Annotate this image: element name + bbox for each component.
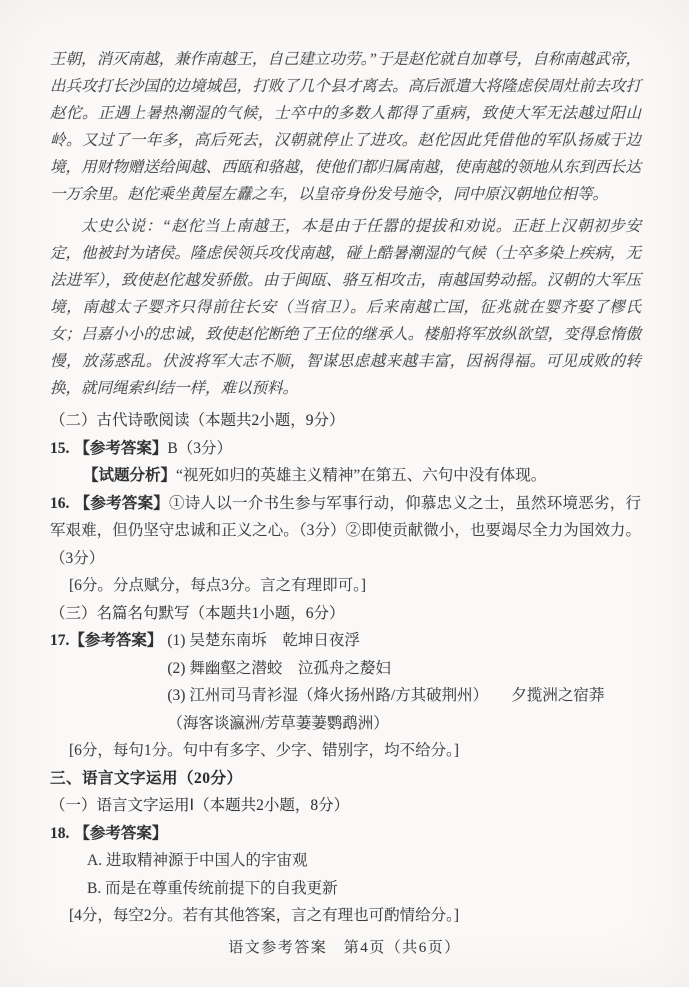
section-heading-dictation: （三）名篇名句默写（本题共1小题，6分） <box>50 604 345 622</box>
q18-number: 18. <box>50 824 70 842</box>
q15-analysis-text: “视死如归的英雄主义精神”在第五、六句中没有体现。 <box>176 467 547 484</box>
q17-label <box>50 627 162 655</box>
q15-analysis-label: 【试题分析】 <box>83 467 177 484</box>
translation-paragraph-1: 王朝，消灭南越，兼作南越王，自己建立功劳。”于是赵佗就自加尊号，自称南越武帝，出兵攻打长沙国的边境城邑，打败了几个县才离去。高后派遣大将隆虑侯周灶前去攻打赵佗。正遇上暑热潮湿的气候，士卒中的多数人都得了重病，致使大军无法越过阳山岭。又过了一年多，高后死去，汉朝就停止了进攻。赵佗因此凭借他的军队扬威于边境，用财物赠送给闽越、西瓯和骆越，使他们都归属南越，使南越的领地从东到西长达一万余里。赵佗乘坐黄屋左纛之车，以皇帝身份发号施令，同中原汉朝地位相等。 <box>50 51 641 203</box>
answer-16 <box>50 490 641 573</box>
q18-answer-label: 【参考答案】 <box>74 824 168 842</box>
section-heading-language-use-1: （一）语言文字运用Ⅰ（本题共2小题，8分） <box>50 797 350 814</box>
section-heading-ancient-poetry: （二）古代诗歌阅读（本题共2小题，9分） <box>50 412 345 429</box>
answer-17 <box>50 627 641 737</box>
translation-paragraph-2: 太史公说：“赵佗当上南越王，本是由于任嚣的提拔和劝说。正赶上汉朝初步安定，他被封为诸侯。隆虑侯领兵攻伐南越，碰上酷暑潮湿的气候（士卒多染上疾病，无法进军），致使赵佗越发骄傲。由于闽瓯、骆互相攻击，南越国势动摇。汉朝的大军压境，南越太子婴齐只得前往长安（当宿卫）。后来南越亡国，征兆就在婴齐娶了樛氏女；吕嘉小小的忠诚，致使赵佗断绝了王位的继承人。楼船将军放纵欲望，变得怠惰傲慢，放荡惑乱。伏波将军大志不顺，智谋思虑越来越丰富，因祸得福。可见成败的转换，就同绳索纠结一样，难以预料。 <box>50 218 641 397</box>
q18-line-b: B. 而是在尊重传统前提下的自我更新 <box>87 879 338 897</box>
page-content <box>50 46 641 930</box>
q17-line-4: （海客谈瀛洲/芳草萋萋鹦鹉洲） <box>167 714 389 732</box>
q17-line-1: (1) 吴楚东南坼 乾坤日夜浮 <box>167 632 360 649</box>
q15-answer-label: 【参考答案】 <box>74 439 168 457</box>
answer-15-analysis <box>83 462 641 490</box>
q17-number: 17. <box>50 632 70 649</box>
answer-16-scoring-note: [6分。分点赋分，每点3分。言之有理即可。] <box>69 577 367 594</box>
answer-18-scoring-note: [4分，每空2分。若有其他答案，言之有理也可酌情给分。] <box>69 907 460 924</box>
answer-17-scoring-note: [6分，每句1分。句中有多字、少字、错别字，均不给分。] <box>69 742 460 759</box>
q15-number: 15. <box>50 439 70 457</box>
q17-line-3: (3) 江州司马青衫湿（烽火扬州路/方其破荆州） 夕揽洲之宿莽 <box>167 687 605 704</box>
part-heading-language-use: 三、语言文字运用（20分） <box>50 769 243 787</box>
page-footer: 语文参考答案 第4页（共6页） <box>228 940 461 956</box>
q17-line-2: (2) 舞幽壑之潜蛟 泣孤舟之嫠妇 <box>167 659 391 677</box>
q16-answer-text: ①诗人以一介书生参与军事行动，仰慕忠义之士，虽然环境恶劣，行军艰难，但仍坚守忠诚和正义之心。（3分）②即使贡献微小，也要竭尽全力为国效力。（3分） <box>50 494 641 567</box>
q16-answer-label: 【参考答案】 <box>74 494 170 512</box>
answer-15 <box>50 435 641 463</box>
q16-number: 16. <box>50 494 70 512</box>
q18-line-a: A. 进取精神源于中国人的宇宙观 <box>87 852 308 869</box>
q17-answer-label: 【参考答案】 <box>69 632 163 649</box>
q15-answer-text: B（3分） <box>167 439 232 457</box>
q17-answer-lines <box>167 627 641 737</box>
answer-18 <box>50 820 641 848</box>
